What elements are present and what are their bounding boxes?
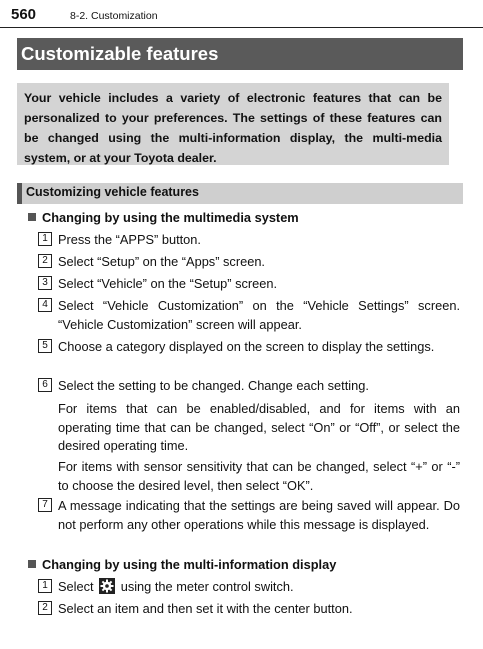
step-text: Choose a category displayed on the screen to display the settings. <box>58 339 435 354</box>
section-heading: Customizing vehicle features <box>26 185 199 199</box>
step-note: For items with sensor sensitivity that can be changed, select “+” or “-” to choose the desired level, then select “OK”. <box>58 459 460 493</box>
page-title: Customizable features <box>21 43 219 64</box>
step-text: Select “Setup” on the “Apps” screen. <box>58 254 265 269</box>
section-heading-bar <box>17 183 463 204</box>
step-number: 3 <box>38 276 52 290</box>
step-number: 5 <box>38 339 52 353</box>
step-number: 6 <box>38 378 52 392</box>
step-text: Select the setting to be changed. Change each setting. <box>58 378 369 393</box>
header-rule <box>0 27 483 28</box>
step-number: 1 <box>38 579 52 593</box>
step-number: 1 <box>38 232 52 246</box>
page-title-bar <box>17 38 463 70</box>
step-text: Press the “APPS” button. <box>58 232 201 247</box>
subheading-multimedia-text: Changing by using the multimedia system <box>42 210 299 225</box>
square-bullet-icon <box>28 213 36 221</box>
step-text: A message indicating that the settings are being saved will appear. Do not perform any other operations while this message is displayed. <box>58 498 460 532</box>
step-item <box>38 231 460 250</box>
step-text-before: Select <box>58 579 94 594</box>
intro-box: Your vehicle includes a variety of electronic features that can be personalized to your preferences. The settings of these features can be changed using the multi-information display, the multi-media system, or at your Toyota dealer. <box>17 83 449 165</box>
step-item <box>38 600 460 619</box>
subheading-multimedia <box>28 210 299 225</box>
step-text: Select an item and then set it with the center button. <box>58 601 353 616</box>
gear-icon <box>99 578 115 594</box>
step-number: 4 <box>38 298 52 312</box>
step-text: Select “Vehicle Customization” on the “Vehicle Settings” screen. “Vehicle Customization” screen will appear. <box>58 298 460 332</box>
subheading-multi-info <box>28 557 336 572</box>
step-item <box>38 297 460 334</box>
step-text: Select “Vehicle” on the “Setup” screen. <box>58 276 278 291</box>
step-item <box>38 338 460 357</box>
step-note: For items that can be enabled/disabled, and for items with an operating time that can be changed, select “On” or “Off”, or select the desired operating time. <box>58 401 460 453</box>
step-item <box>38 377 460 396</box>
step-item <box>38 253 460 272</box>
subheading-multi-info-text: Changing by using the multi-information display <box>42 557 337 572</box>
step-number: 7 <box>38 498 52 512</box>
step-number: 2 <box>38 601 52 615</box>
page-number: 560 <box>11 6 37 23</box>
step-text <box>58 578 460 597</box>
page-header <box>0 0 483 28</box>
square-bullet-icon <box>28 560 36 568</box>
step-number: 2 <box>38 254 52 268</box>
chapter-label: 8-2. Customization <box>70 10 158 22</box>
step-item <box>38 275 460 294</box>
step-item <box>38 578 460 597</box>
step-item <box>38 497 460 534</box>
step-text-after: using the meter control switch. <box>120 579 294 594</box>
